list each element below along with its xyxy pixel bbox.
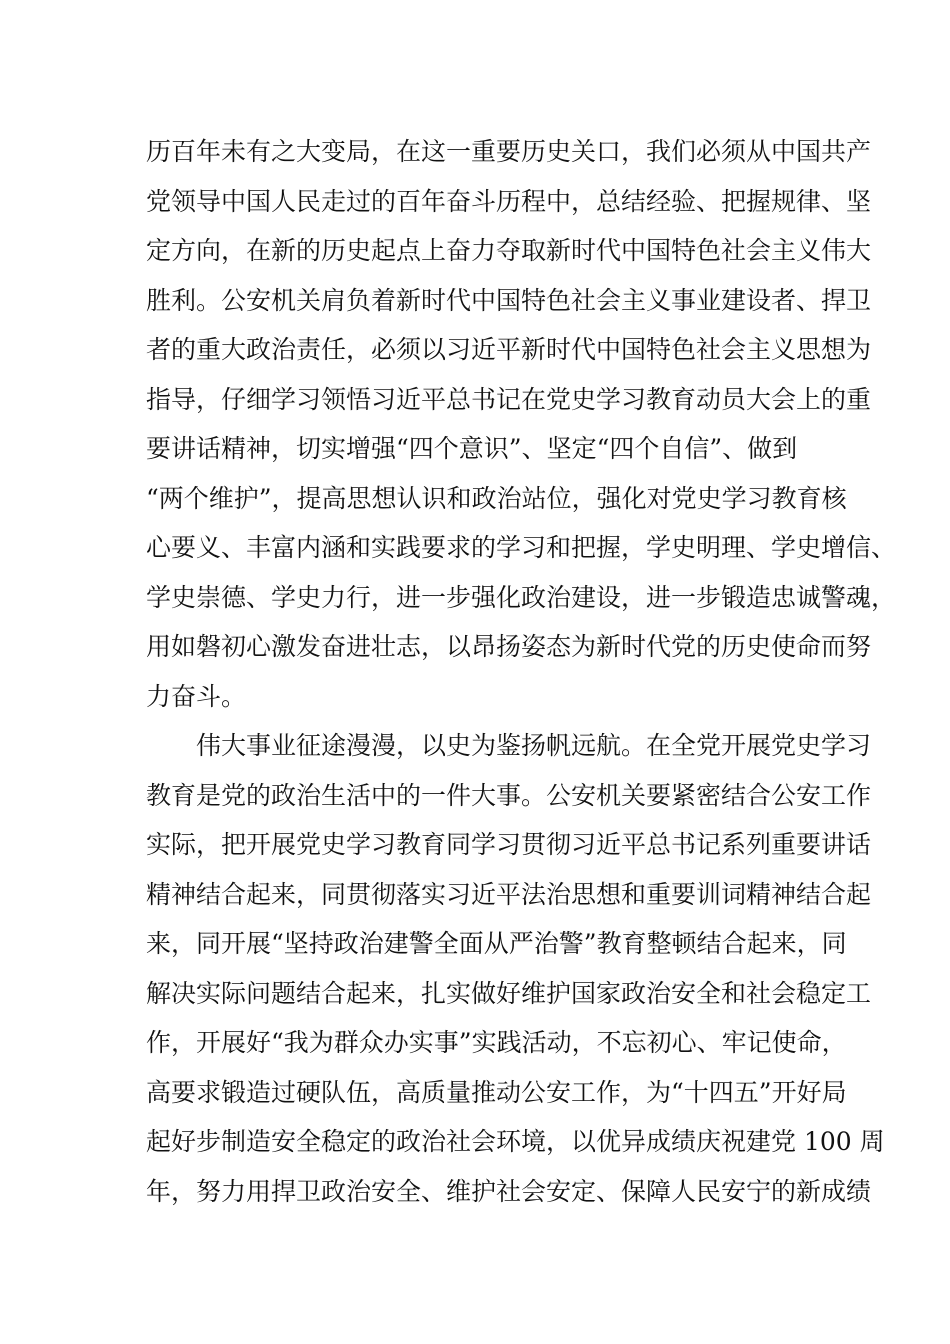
text-line: 解决实际问题结合起来，扎实做好维护国家政治安全和社会稳定工 [146, 978, 872, 1008]
text-line: 要讲话精神，切实增强“四个意识”、坚定“四个自信”、做到 [146, 434, 798, 463]
text-line: 来，同开展“坚持政治建警全面从严治警”教育整顿结合起来，同 [146, 929, 847, 958]
text-line: 实际，把开展党史学习教育同学习贯彻习近平总书记系列重要讲话 [146, 830, 872, 859]
paragraph-first-line: 伟大事业征途漫漫，以史为鉴扬帆远航。在全党开展党史学习 [196, 731, 872, 760]
text-line: 教育是党的政治生活中的一件大事。公安机关要紧密结合公安工作 [146, 780, 872, 810]
text-line: 精神结合起来，同贯彻落实习近平法治思想和重要训词精神结合起 [146, 879, 872, 909]
text-line: 用如磐初心激发奋进壮志，以昂扬姿态为新时代党的历史使命而努 [146, 632, 872, 661]
text-line: 者的重大政治责任，必须以习近平新时代中国特色社会主义思想为 [146, 335, 872, 364]
text-line: 历百年未有之大变局，在这一重要历史关口，我们必须从中国共产 [146, 137, 872, 166]
text-line: 指导，仔细学习领悟习近平总书记在党史学习教育动员大会上的重 [146, 384, 872, 414]
text-line: 学史崇德、学史力行，进一步强化政治建设，进一步锻造忠诚警魂， [146, 582, 897, 612]
text-line: 作，开展好“我为群众办实事”实践活动，不忘初心、牢记使命， [146, 1028, 847, 1057]
text-line: 年，努力用捍卫政治安全、维护社会安定、保障人民安宁的新成绩 [146, 1176, 872, 1206]
text-line: 心要义、丰富内涵和实践要求的学习和把握，学史明理、学史增信、 [146, 533, 897, 562]
text-line: 党领导中国人民走过的百年奋斗历程中，总结经验、把握规律、坚 [146, 186, 872, 216]
document-body [146, 127, 897, 1216]
text-line: “两个维护”，提高思想认识和政治站位，强化对党史学习教育核 [146, 483, 847, 513]
text-line: 胜利。公安机关肩负着新时代中国特色社会主义事业建设者、捍卫 [146, 285, 872, 315]
text-line: 起好步制造安全稳定的政治社会环境，以优异成绩庆祝建党 100 周 [146, 1127, 885, 1156]
text-line: 定方向，在新的历史起点上奋力夺取新时代中国特色社会主义伟大 [146, 236, 872, 265]
text-line: 高要求锻造过硬队伍，高质量推动公安工作，为“十四五”开好局 [146, 1077, 847, 1107]
text-line: 力奋斗。 [146, 681, 247, 711]
